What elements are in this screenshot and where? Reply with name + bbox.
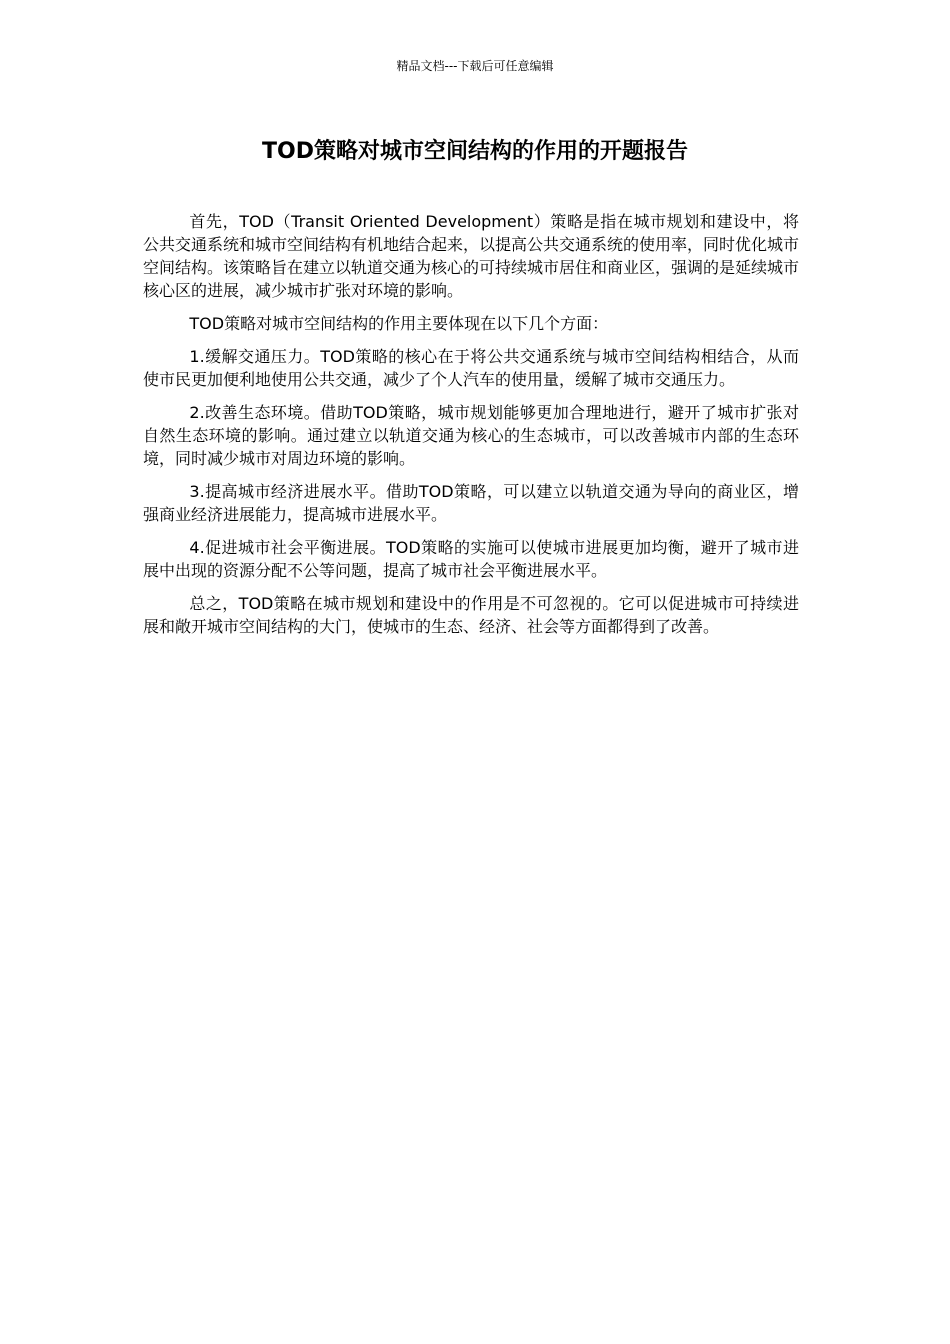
document-title: TOD策略对城市空间结构的作用的开题报告 bbox=[262, 139, 688, 164]
paragraph-overview: TOD策略对城市空间结构的作用主要体现在以下几个方面： bbox=[189, 314, 609, 333]
document-body bbox=[143, 210, 799, 648]
paragraph-point-4: 4.促进城市社会平衡进展。TOD策略的实施可以使城市进展更加均衡，避开了城市进展中出现的资源分配不公等问题，提高了城市社会平衡进展水平。 bbox=[143, 538, 799, 580]
paragraph-conclusion: 总之，TOD策略在城市规划和建设中的作用是不可忽视的。它可以促进城市可持续进展和敞开城市空间结构的大门，使城市的生态、经济、社会等方面都得到了改善。 bbox=[143, 594, 799, 636]
paragraph-point-3: 3.提高城市经济进展水平。借助TOD策略，可以建立以轨道交通为导向的商业区，增强商业经济进展能力，提高城市进展水平。 bbox=[143, 482, 799, 524]
header-note: 精品文档---下载后可任意编辑 bbox=[396, 59, 554, 73]
paragraph-point-2: 2.改善生态环境。借助TOD策略，城市规划能够更加合理地进行，避开了城市扩张对自然生态环境的影响。通过建立以轨道交通为核心的生态城市，可以改善城市内部的生态环境，同时减少城市对周边环境的影响。 bbox=[143, 403, 799, 468]
paragraph-intro: 首先，TOD（Transit Oriented Development）策略是指在城市规划和建设中，将公共交通系统和城市空间结构有机地结合起来，以提高公共交通系统的使用率，同时优化城市空间结构。该策略旨在建立以轨道交通为核心的可持续城市居住和商业区，强调的是延续城市核心区的进展，减少城市扩张对环境的影响。 bbox=[143, 212, 800, 300]
paragraph-point-1: 1.缓解交通压力。TOD策略的核心在于将公共交通系统与城市空间结构相结合，从而使市民更加便利地使用公共交通，减少了个人汽车的使用量，缓解了城市交通压力。 bbox=[143, 347, 799, 389]
